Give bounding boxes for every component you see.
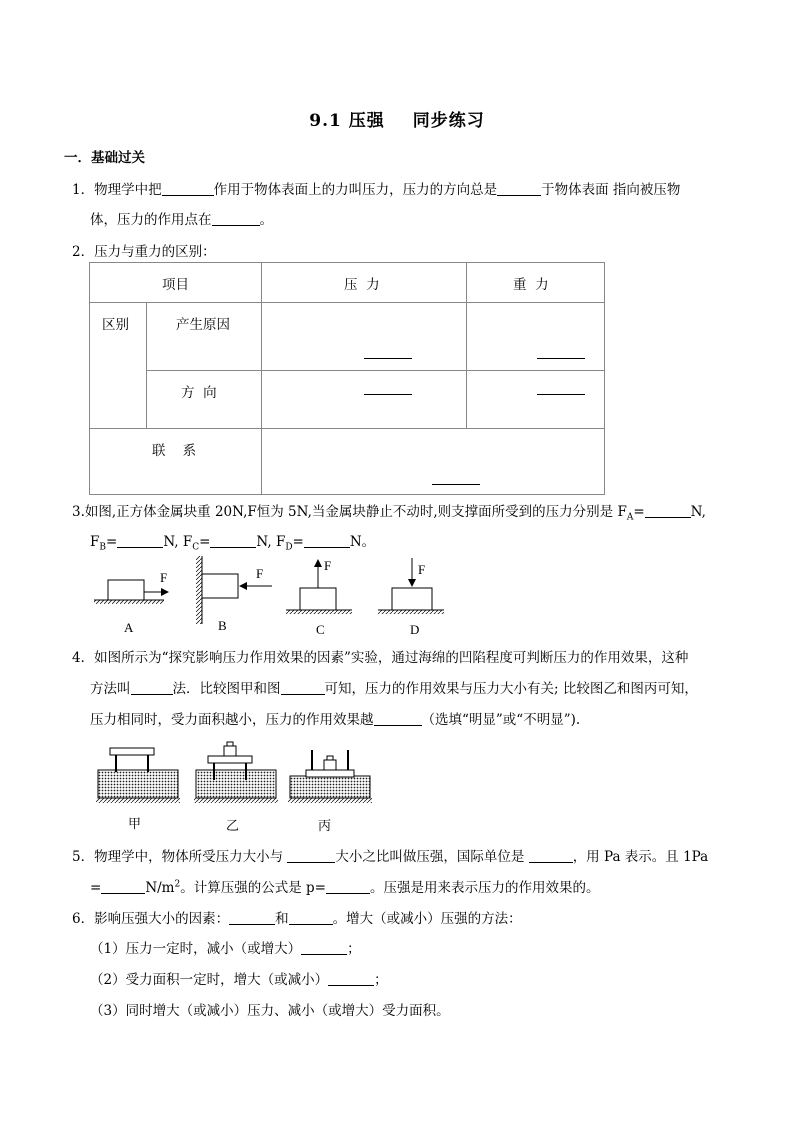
answer-blank[interactable] — [328, 972, 374, 987]
weight — [224, 746, 236, 756]
figure-label-a: A — [124, 620, 134, 635]
comparison-table: 项目 压 力 重 力 区别 产生原因 方 向 联 系 — [89, 262, 605, 495]
figure-a — [94, 570, 168, 635]
ground-hatch — [286, 610, 352, 614]
metal-block — [108, 580, 144, 600]
question-6-sub-1: （1）压力一定时，减小（或增大） ； — [90, 941, 361, 957]
answer-blank[interactable] — [374, 712, 422, 727]
table-top-inverted — [306, 770, 354, 777]
setup-yi — [194, 742, 278, 833]
force-diagram — [88, 552, 448, 642]
weight — [324, 760, 336, 770]
sponge — [290, 776, 370, 798]
answer-blank[interactable] — [212, 212, 260, 227]
force-label: F — [256, 566, 264, 581]
question-5-line-1: 5．物理学中，物体所受压力大小与 大小之比叫做压强，国际单位是 ，用 Pa 表示。且 1Pa — [72, 849, 709, 865]
metal-block — [300, 588, 336, 610]
setup-bing — [288, 750, 372, 833]
answer-blank[interactable] — [101, 880, 145, 895]
answer-blank[interactable] — [131, 681, 173, 696]
question-6-sub-2: （2）受力面积一定时，增大（或减小） ； — [90, 972, 388, 988]
answer-blank[interactable] — [364, 357, 412, 359]
answer-blank[interactable] — [529, 849, 573, 864]
answer-blank[interactable] — [287, 849, 335, 864]
figure-c — [286, 558, 352, 637]
question-4-line-3: 压力相同时，受力面积越小，压力的作用效果越 （选填“明显”或“不明显”). — [90, 712, 581, 728]
figure-label-d: D — [410, 622, 420, 637]
figure-label-b: B — [218, 618, 227, 633]
answer-blank[interactable] — [497, 182, 541, 197]
figure-label-bing: 丙 — [318, 818, 332, 833]
answer-blank[interactable] — [117, 534, 163, 549]
question-1-line-2: 体，压力的作用点在 。 — [90, 212, 273, 228]
question-1-line-1: 1．物理学中把 作用于物体表面上的力叫压力，压力的方向总是 于物体表面 指向被压物 — [72, 182, 681, 198]
ground-hatch — [194, 798, 278, 803]
page-title: 9.1 压强 同步练习 — [309, 111, 485, 131]
answer-blank[interactable] — [229, 911, 275, 926]
answer-blank[interactable] — [645, 504, 691, 519]
ground-hatch — [96, 798, 180, 803]
figure-d — [378, 558, 444, 637]
table-top — [110, 748, 154, 755]
question-3-line-1: 3.如图,正方体金属块重 20N,F恒为 5N,当金属块静止不动时,则支撑面所受到的压力分别是 $F_A= N$, — [72, 504, 706, 523]
question-6-line-1: 6．影响压强大小的因素： 和 。增大（或减小）压强的方法： — [72, 911, 522, 927]
wall-hatch — [196, 556, 202, 624]
question-4-line-2: 方法叫 法．比较图甲和图 可知，压力的作用效果与压力大小有关; 比较图乙和图丙可知， — [90, 681, 698, 697]
figure-b — [196, 556, 272, 633]
question-6-sub-3: （3）同时增大（或减小）压力、减小（或增大）受力面积。 — [90, 1003, 450, 1019]
answer-blank[interactable] — [364, 393, 412, 395]
figure-label-yi: 乙 — [226, 818, 240, 833]
answer-blank[interactable] — [537, 357, 585, 359]
force-label: F — [418, 562, 426, 577]
question-4-line-1: 4．如图所示为“探究影响压力作用效果的因素”实验，通过海绵的凹陷程度可判断压力的作用效果，这种 — [72, 650, 689, 666]
answer-blank[interactable] — [162, 182, 214, 197]
force-label: F — [324, 558, 332, 573]
setup-jia — [96, 748, 180, 831]
weight-knob — [227, 742, 233, 746]
sponge-experiment-diagram — [92, 738, 382, 834]
sponge — [98, 770, 178, 798]
answer-blank[interactable] — [326, 880, 370, 895]
answer-blank[interactable] — [289, 911, 333, 926]
ground-hatch — [94, 600, 164, 604]
answer-blank[interactable] — [281, 681, 325, 696]
answer-blank[interactable] — [301, 941, 347, 956]
metal-block — [392, 588, 432, 610]
ground-hatch — [288, 798, 372, 803]
question-3-line-2: $F_B= N$, $F_C= N$, $F_D= N$。 — [90, 534, 376, 553]
table-top — [208, 756, 252, 763]
ground-hatch — [378, 610, 444, 614]
sponge — [196, 770, 276, 798]
metal-block — [202, 574, 238, 598]
weight-knob — [327, 756, 333, 760]
answer-blank[interactable] — [210, 534, 256, 549]
question-2-text: 2．压力与重力的区别： — [72, 244, 216, 260]
answer-blank[interactable] — [304, 534, 350, 549]
question-5-line-2: = $N/m^2$。计算压强的公式是 p= 。压强是用来表示压力的作用效果的。 — [90, 879, 600, 896]
section-heading: 一．基础过关 — [64, 150, 145, 166]
figure-label-c: C — [316, 622, 325, 637]
answer-blank[interactable] — [537, 393, 585, 395]
figure-label-jia: 甲 — [128, 816, 142, 831]
force-label: F — [160, 570, 168, 585]
answer-blank[interactable] — [432, 483, 480, 485]
